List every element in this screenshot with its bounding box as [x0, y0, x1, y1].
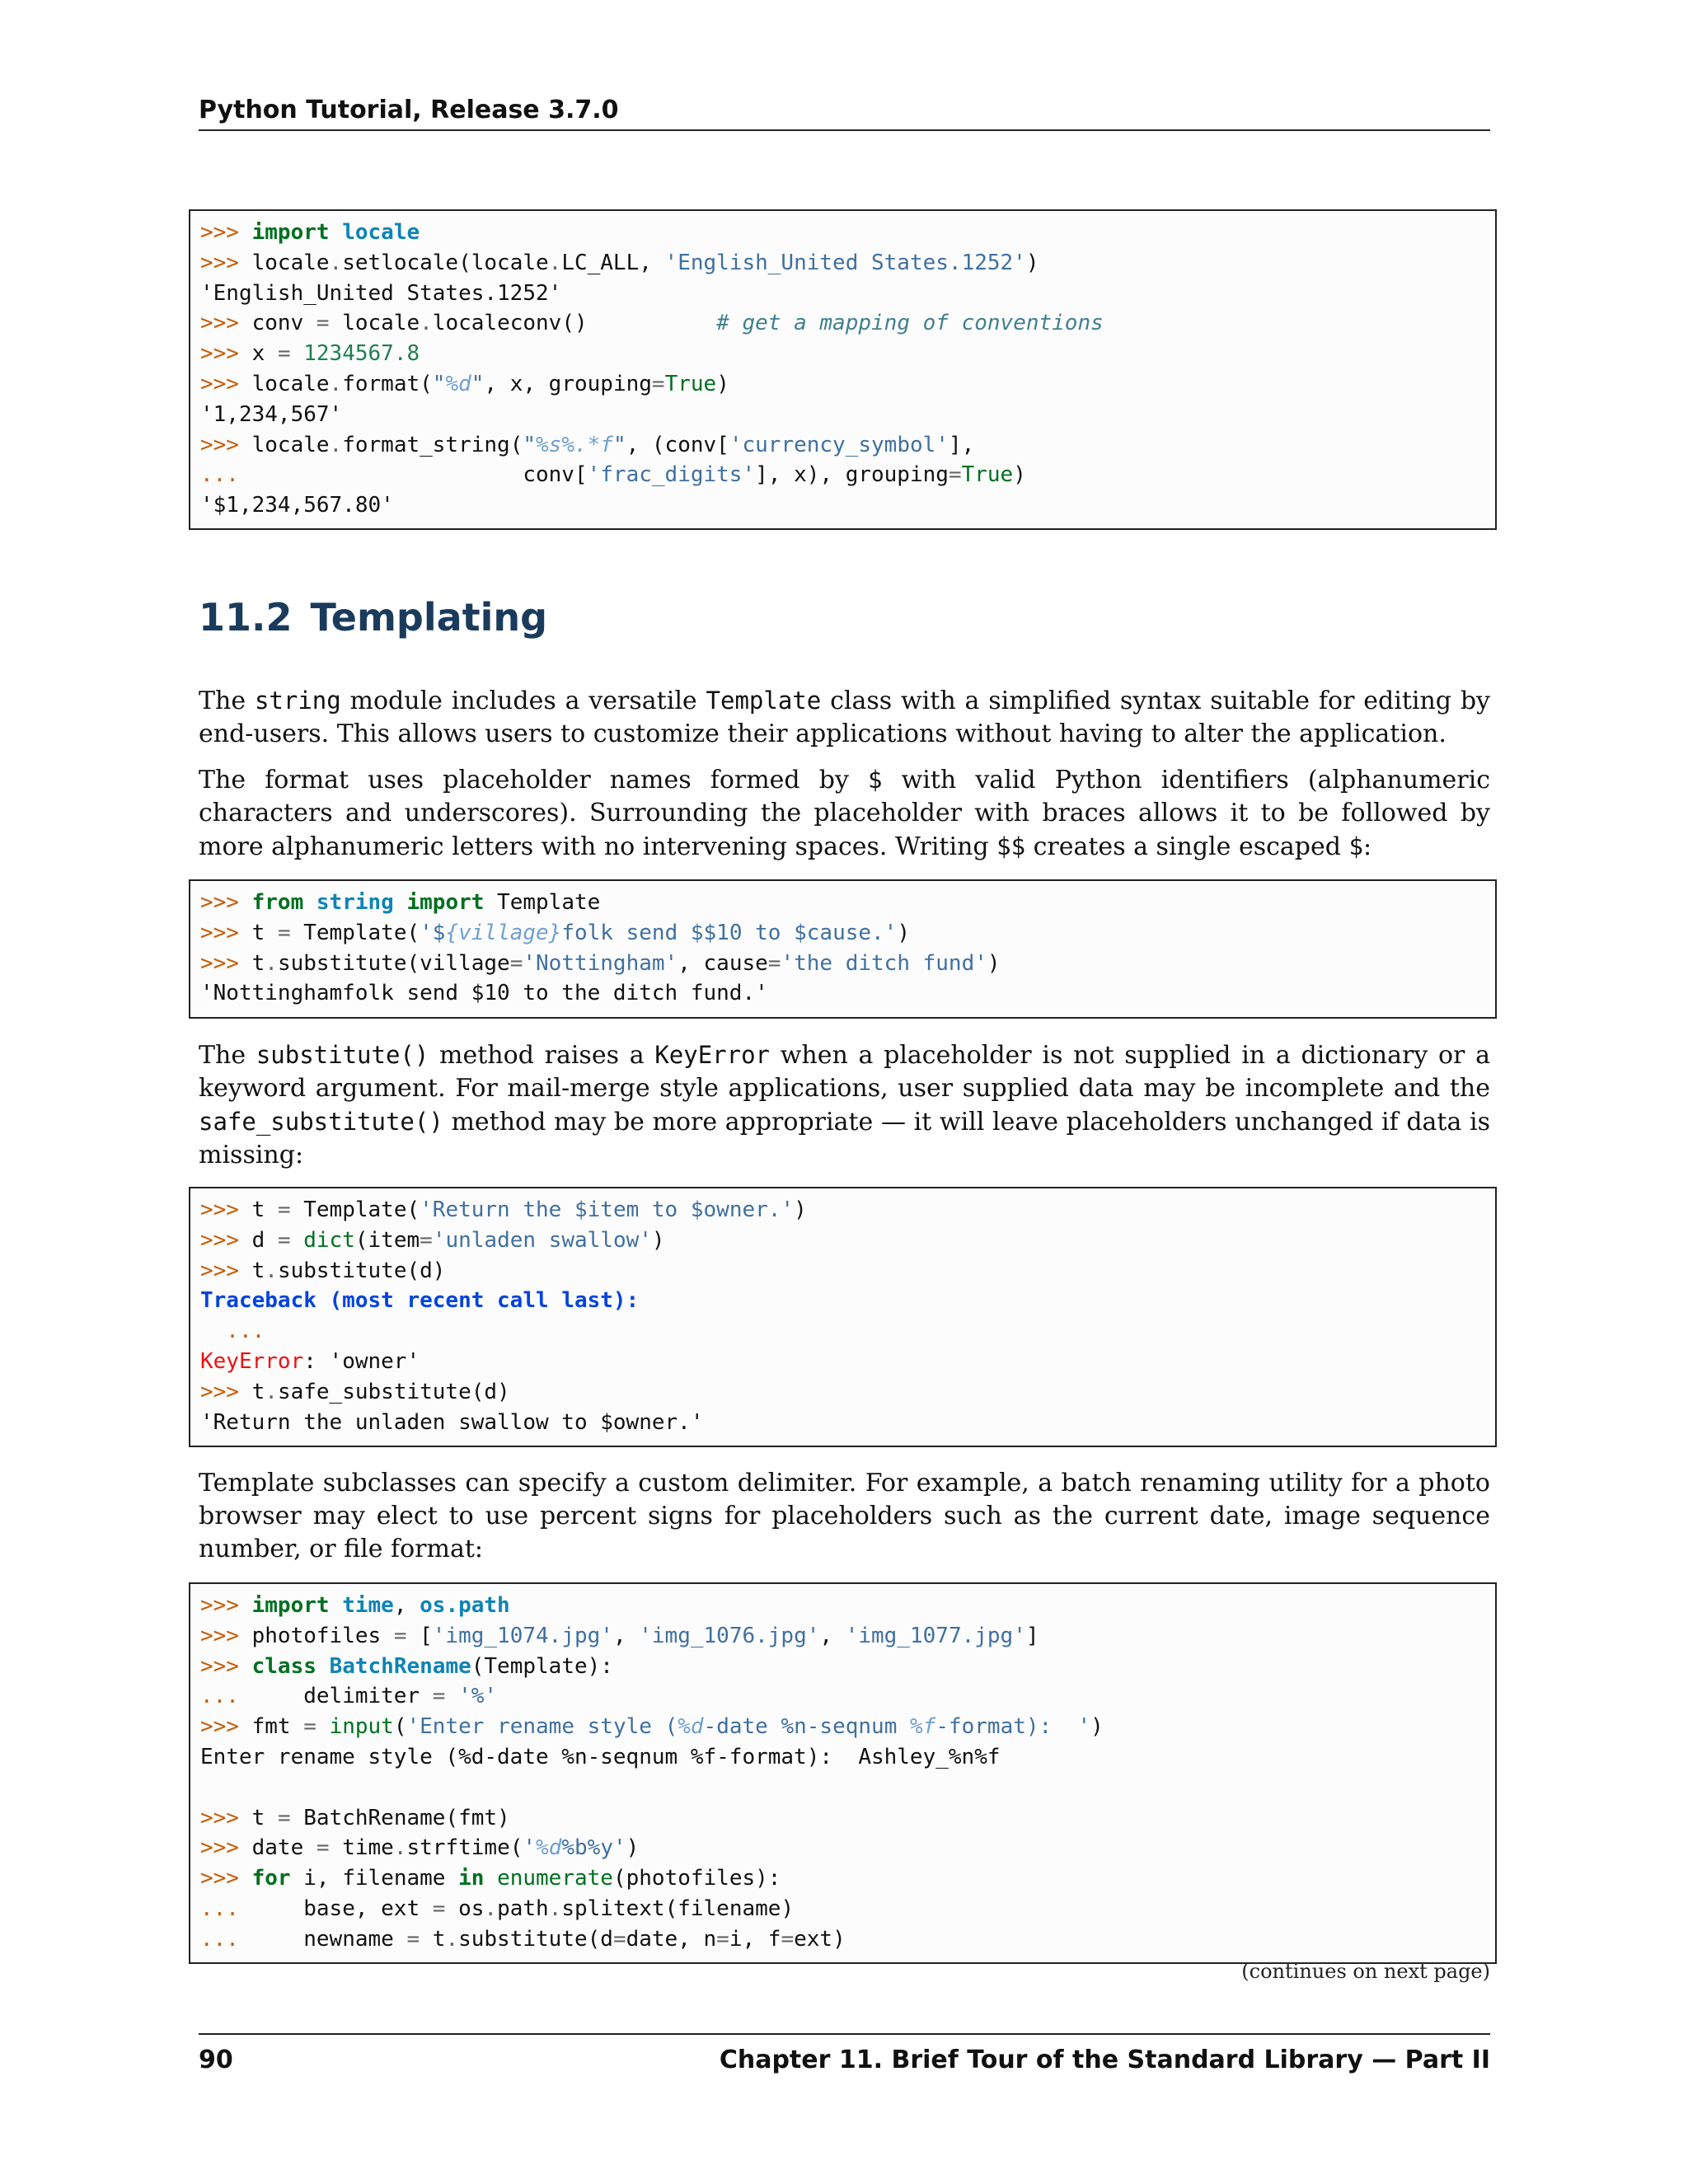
text-run: The format uses placeholder names formed by — [199, 766, 869, 794]
code-token: ) — [651, 1227, 665, 1253]
code-token: = — [277, 1197, 291, 1222]
code-token: >>> — [200, 1197, 252, 1222]
code-token: input — [329, 1714, 394, 1740]
code-token: t — [251, 1258, 265, 1283]
code-token: string — [316, 890, 394, 915]
code-token: locale — [342, 220, 420, 245]
code-token: substitute(village — [277, 950, 510, 976]
code-token: >>> — [200, 1653, 252, 1679]
code-token: . — [393, 1835, 407, 1861]
code-token: , — [819, 1623, 846, 1648]
code-token: True — [664, 371, 717, 396]
code-line — [200, 1833, 1487, 1863]
code-token: [ — [406, 1623, 433, 1648]
code-line — [200, 1316, 1487, 1347]
text-run: method may be more appropriate — it will leave placeholders unchanged if data is missing: — [199, 1108, 1490, 1169]
code-token: 'img_1077.jpg' — [845, 1623, 1026, 1648]
code-token: fmt — [251, 1714, 304, 1740]
code-token — [291, 1228, 304, 1253]
code-token: " — [471, 371, 485, 396]
code-token: >>> — [200, 1835, 252, 1861]
text-run: when a placeholder is not supplied in a dictionary or a keyword argument. For mail-merge style applications, user supplied data may be incomplete and the — [199, 1041, 1490, 1103]
code-line — [200, 430, 1487, 461]
code-token: = — [612, 1926, 626, 1952]
code-token: os — [445, 1896, 485, 1921]
code-token: time — [342, 1593, 394, 1618]
code-token: # get a mapping of conventions — [716, 311, 1104, 336]
code-token: %b%y' — [561, 1835, 626, 1861]
text-run: module includes a versatile — [340, 687, 706, 715]
code-token: >>> — [200, 311, 252, 336]
code-token: = — [277, 920, 291, 945]
code-token: = — [393, 1623, 407, 1648]
code-token: '%' — [458, 1684, 498, 1709]
text-run: with valid Python identifiers (alphanumeric characters and underscores). Surrounding the placeholder with braces allows it to be followed by more alphanumeric letters with no intervening spaces. Writing — [199, 766, 1491, 861]
code-line — [200, 1681, 1487, 1712]
code-token: enumerate — [497, 1866, 613, 1891]
code-token: >>> — [200, 250, 252, 275]
code-token: '1,234,567' — [200, 401, 343, 427]
code-token: t — [251, 1379, 265, 1404]
code-token — [291, 341, 304, 366]
code-line — [200, 1621, 1487, 1652]
code-token: ... — [200, 1896, 304, 1921]
text-run: The — [199, 1041, 256, 1070]
code-token: . — [329, 250, 343, 275]
inline-code: $$ — [996, 832, 1026, 860]
code-token: locale — [251, 432, 330, 457]
code-token: 'English_United States.1252' — [664, 250, 1026, 275]
code-token: newname — [303, 1926, 407, 1952]
code-token — [316, 1714, 330, 1739]
inline-code: substitute() — [256, 1041, 429, 1069]
code-token: LC_ALL, — [561, 250, 665, 275]
code-token: %d — [536, 1835, 562, 1861]
code-token: locale — [329, 311, 420, 336]
code-line — [200, 460, 1487, 490]
code-token: >>> — [200, 920, 252, 945]
section-number: 11.2 — [199, 595, 293, 640]
code-token: ' — [523, 1835, 537, 1861]
text-run: Template subclasses can specify a custom delimiter. For example, a batch renaming utility for a photo browser may elect to use percent signs for placeholders such as the current date, image sequence number, or file format: — [199, 1469, 1490, 1563]
code-token: . — [445, 1926, 459, 1952]
inline-code: safe_substitute() — [199, 1108, 443, 1136]
code-token: conv[ — [523, 462, 588, 488]
code-block-template — [189, 879, 1497, 1019]
code-token: BatchRename — [329, 1653, 471, 1679]
code-token: -format): ' — [935, 1714, 1091, 1740]
code-token: >>> — [200, 1227, 252, 1253]
paragraph-placeholder-format — [199, 763, 1490, 864]
code-token: : 'owner' — [303, 1348, 420, 1374]
code-token: i, filename — [290, 1866, 459, 1891]
code-line — [200, 1863, 1487, 1894]
code-token: Template( — [290, 920, 420, 945]
code-token: . — [265, 950, 278, 976]
code-line — [200, 1652, 1487, 1682]
code-line — [200, 918, 1487, 949]
code-token: >>> — [200, 1623, 252, 1648]
code-token — [484, 1866, 497, 1891]
code-token: = — [420, 1227, 433, 1253]
code-line — [200, 279, 1487, 309]
code-token: , cause — [678, 950, 768, 976]
code-token — [316, 1654, 330, 1679]
code-token: . — [420, 311, 433, 336]
code-line — [200, 1256, 1487, 1286]
code-token: 'img_1074.jpg' — [432, 1623, 613, 1648]
code-token: . — [265, 1379, 278, 1404]
code-line — [200, 1803, 1487, 1834]
running-header: Python Tutorial, Release 3.7.0 — [199, 96, 619, 124]
code-token: " — [612, 432, 626, 457]
code-token: conv — [251, 311, 316, 336]
code-token: d — [251, 1227, 278, 1253]
code-token: from — [251, 890, 304, 915]
code-token: locale — [251, 371, 330, 396]
code-token: >>> — [200, 1258, 252, 1283]
code-token: ) — [1013, 462, 1026, 488]
code-token: BatchRename(fmt) — [290, 1805, 510, 1830]
code-token: ) — [1025, 250, 1039, 275]
code-token: locale — [251, 250, 330, 275]
code-token: = — [767, 950, 781, 976]
code-token — [330, 220, 343, 245]
section-heading — [199, 595, 547, 640]
code-token — [303, 890, 316, 915]
code-line — [200, 248, 1487, 279]
inline-code: $ — [1348, 832, 1363, 860]
code-token: ext) — [794, 1926, 846, 1952]
code-token: %d — [445, 371, 471, 396]
code-token: >>> — [200, 890, 252, 915]
code-token: = — [277, 1805, 291, 1830]
code-token: i, f — [729, 1926, 781, 1952]
code-line — [200, 490, 1487, 521]
code-line — [200, 1347, 1487, 1377]
paragraph-substitute — [199, 1038, 1490, 1172]
code-token: ) — [716, 371, 729, 396]
code-token: >>> — [200, 341, 252, 367]
code-token — [445, 1684, 458, 1708]
code-token: {village} — [445, 920, 562, 945]
code-token: = — [432, 1684, 446, 1709]
code-token: 'Return the unladen swallow to $owner.' — [200, 1409, 704, 1435]
text-run: creates a single escaped — [1025, 832, 1349, 861]
code-token: t — [251, 920, 278, 945]
code-token: for — [251, 1866, 291, 1891]
code-token: t — [251, 1197, 278, 1222]
code-token: ( — [393, 1714, 407, 1740]
code-token: 'frac_digits' — [587, 462, 756, 488]
code-token: 'currency_symbol' — [729, 432, 949, 457]
code-token: %d — [678, 1714, 704, 1740]
code-token: 1234567.8 — [303, 341, 420, 367]
code-line — [200, 339, 1487, 369]
code-token: >>> — [200, 220, 252, 245]
code-token: localeconv() — [432, 311, 717, 336]
code-line — [200, 1742, 1487, 1773]
code-token: date — [251, 1835, 316, 1861]
code-token: path — [497, 1896, 549, 1921]
code-line — [200, 949, 1487, 979]
code-line — [200, 888, 1487, 918]
code-token: = — [316, 1835, 330, 1861]
code-token: = — [948, 462, 962, 488]
code-token: = — [509, 950, 523, 976]
code-token: . — [484, 1896, 498, 1921]
paragraph-intro — [199, 684, 1490, 751]
code-token: import — [251, 220, 330, 245]
code-token: base, ext — [303, 1896, 433, 1921]
code-token: folk send $$10 to $cause.' — [561, 920, 898, 945]
code-line — [200, 1195, 1487, 1226]
footer-rule — [199, 2033, 1490, 2035]
code-token: = — [277, 1227, 291, 1253]
code-token: >>> — [200, 950, 252, 976]
paragraph-delimiter — [199, 1467, 1490, 1566]
code-token: ] — [1025, 1623, 1039, 1648]
code-token: strftime( — [406, 1835, 523, 1861]
code-token: time — [329, 1835, 394, 1861]
code-token: ) — [1090, 1714, 1104, 1740]
code-token: >>> — [200, 1866, 252, 1891]
inline-code: Template — [706, 687, 822, 715]
code-token: ... — [200, 1926, 304, 1952]
code-token: = — [406, 1926, 420, 1952]
code-line — [200, 400, 1487, 430]
code-line — [200, 218, 1487, 248]
code-line — [200, 1712, 1487, 1742]
code-token: 'Return the $item to $owner.' — [420, 1197, 795, 1222]
code-line — [200, 1894, 1487, 1924]
code-token: class — [251, 1653, 316, 1679]
inline-code: string — [254, 687, 341, 715]
code-token: 'Enter rename style ( — [406, 1714, 678, 1740]
code-block-batch-rename — [189, 1582, 1497, 1964]
code-token: >>> — [200, 371, 252, 396]
code-token: ... — [200, 1319, 265, 1344]
code-token: 'img_1076.jpg' — [639, 1623, 820, 1648]
code-token: delimiter — [303, 1684, 433, 1709]
code-line — [200, 1286, 1487, 1316]
code-token: = — [716, 1926, 729, 1952]
code-token: Template — [484, 890, 601, 915]
code-line — [200, 1226, 1487, 1256]
chapter-footer: Chapter 11. Brief Tour of the Standard Library — Part II — [719, 2046, 1490, 2074]
code-token: ], x), grouping — [755, 462, 949, 488]
code-line — [200, 1591, 1487, 1621]
code-token: ... — [200, 1684, 304, 1709]
code-token: splitext(filename) — [561, 1896, 795, 1921]
code-token: (photofiles): — [612, 1866, 781, 1891]
code-token: " — [523, 432, 537, 457]
page-number: 90 — [199, 2046, 233, 2074]
code-token: , x, grouping — [484, 371, 652, 396]
code-token: ) — [626, 1835, 640, 1861]
code-token: >>> — [200, 1593, 252, 1618]
code-token: >>> — [200, 1379, 252, 1404]
code-token: setlocale(locale — [342, 250, 549, 275]
code-token: '$1,234,567.80' — [200, 493, 394, 518]
code-token: Enter rename style (%d-date %n-seqnum %f-format): Ashley_%n%f — [200, 1744, 1001, 1769]
code-token: = — [432, 1896, 446, 1921]
code-token: -date %n-seqnum — [703, 1714, 910, 1740]
code-token: x — [251, 341, 278, 367]
code-token: (item — [354, 1227, 420, 1253]
code-token: . — [548, 1896, 562, 1921]
code-token: 'Nottinghamfolk send $10 to the ditch fund.' — [200, 981, 768, 1006]
code-token: date, n — [626, 1926, 717, 1952]
text-run: : — [1362, 832, 1372, 861]
code-line — [200, 978, 1487, 1009]
code-token: photofiles — [251, 1623, 394, 1648]
code-token: = — [316, 311, 330, 336]
code-token: import — [251, 1593, 330, 1618]
code-token: KeyError — [200, 1348, 304, 1374]
code-token: import — [406, 890, 485, 915]
code-token — [330, 1593, 343, 1618]
code-token: Traceback (most recent call last): — [200, 1288, 640, 1314]
code-token: ) — [794, 1197, 807, 1222]
code-token: ) — [987, 950, 1001, 976]
code-token: dict — [303, 1227, 355, 1253]
code-token: (Template): — [471, 1653, 613, 1679]
code-token: Template( — [290, 1197, 420, 1222]
code-line — [200, 308, 1487, 339]
continues-note: (continues on next page) — [1241, 1960, 1490, 1983]
code-token: = — [651, 371, 665, 396]
code-token: format_string( — [342, 432, 523, 457]
code-token: t — [251, 950, 265, 976]
code-token: = — [781, 1926, 795, 1952]
inline-code: $ — [868, 766, 883, 794]
code-line — [200, 1377, 1487, 1408]
code-token: >>> — [200, 432, 252, 457]
code-line — [200, 1408, 1487, 1438]
header-rule — [199, 129, 1490, 131]
code-token: format( — [342, 371, 433, 396]
code-token: substitute(d) — [277, 1258, 446, 1283]
code-token: . — [329, 432, 343, 457]
code-block-safe-substitute — [189, 1187, 1497, 1447]
code-token: substitute(d — [458, 1926, 613, 1952]
code-token: , — [612, 1623, 640, 1648]
code-token: safe_substitute(d) — [277, 1379, 510, 1404]
text-run: The — [199, 687, 255, 715]
text-run: method raises a — [429, 1041, 655, 1070]
code-token: 'unladen swallow' — [432, 1227, 652, 1253]
code-token — [394, 890, 407, 915]
code-token: , — [393, 1593, 420, 1618]
code-line — [200, 369, 1487, 400]
code-token: '$ — [420, 920, 446, 945]
code-token: . — [265, 1258, 278, 1283]
code-token: >>> — [200, 1714, 252, 1740]
code-token: ) — [897, 920, 910, 945]
code-token: = — [277, 341, 291, 367]
code-token: in — [458, 1866, 485, 1891]
code-token: ], — [948, 432, 975, 457]
code-token: ... — [200, 462, 523, 488]
code-token: . — [548, 250, 562, 275]
code-token: True — [961, 462, 1014, 488]
code-line — [200, 1924, 1487, 1955]
code-token: %s%.*f — [536, 432, 613, 457]
text-run: class with a simplified syntax suitable for editing by end-users. This allows users to customize their applications without having to alter the application. — [199, 687, 1490, 748]
code-token: . — [329, 371, 343, 396]
code-token: t — [251, 1805, 278, 1830]
code-block-locale — [189, 209, 1497, 530]
code-token: %f — [910, 1714, 936, 1740]
code-token: os.path — [420, 1593, 510, 1618]
code-token: " — [432, 371, 446, 396]
code-token: 'the ditch fund' — [781, 950, 987, 976]
code-token: >>> — [200, 1805, 252, 1830]
code-token: t — [420, 1926, 446, 1952]
code-token: 'English_United States.1252' — [200, 280, 562, 306]
code-token: = — [303, 1714, 316, 1740]
code-line — [200, 1773, 1487, 1803]
code-token: , (conv[ — [626, 432, 729, 457]
section-title-text: Templating — [310, 595, 548, 640]
inline-code: KeyError — [654, 1041, 770, 1069]
code-token: 'Nottingham' — [523, 950, 678, 976]
